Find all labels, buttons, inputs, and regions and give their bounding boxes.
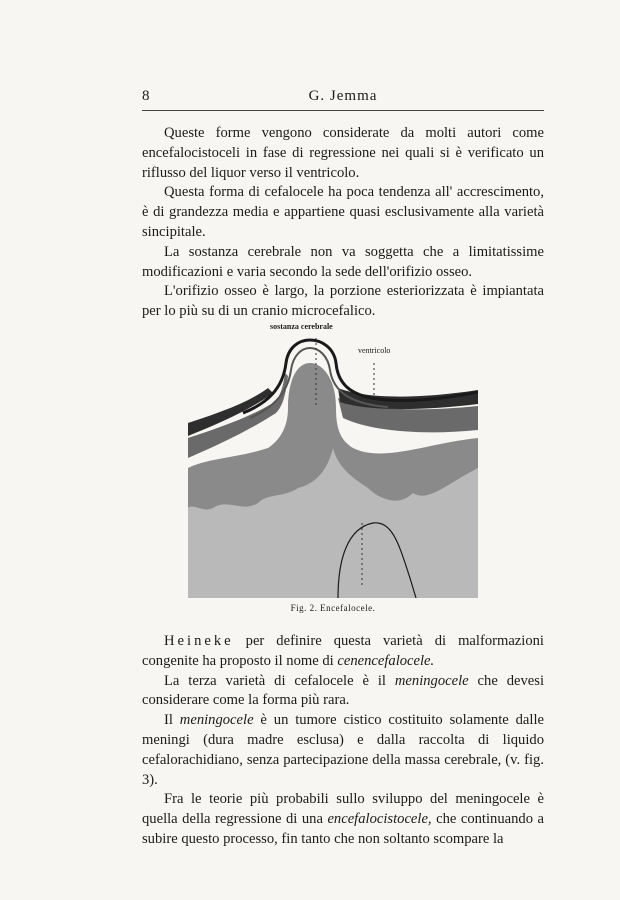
- paragraph: [142, 672, 544, 712]
- label-sostanza-cerebrale: sostanza cerebrale: [270, 322, 333, 331]
- text-block-top: [142, 124, 544, 322]
- paragraph: [142, 711, 544, 790]
- paragraph: [142, 790, 544, 849]
- paragraph: Queste forme vengono considerate da molti autori come encefalocistoceli in fase di regressione nei quali si è verificato un riflusso del liquor verso il ventricolo.: [142, 125, 544, 181]
- paragraph-text: Fra le teorie più probabili sullo sviluppo del meningocele è quella della regressione di una: [142, 791, 544, 828]
- term: meningocele: [179, 712, 254, 729]
- paragraph: L'orifizio osseo è largo, la porzione esteriorizzata è impiantata per lo più su di un cranio microcefalico.: [142, 283, 544, 320]
- running-head: G. Jemma: [308, 88, 378, 104]
- paragraph-text: che devesi considerare come la forma più rara.: [142, 672, 544, 709]
- paragraph-text: Il: [164, 712, 180, 729]
- term: meningocele: [394, 672, 469, 689]
- term: encefalocistocele,: [327, 811, 432, 828]
- paragraph: [142, 632, 544, 672]
- author-name: Heineke: [164, 633, 234, 649]
- page-header: [142, 88, 544, 110]
- text-block-bottom: [142, 632, 544, 850]
- label-ventricolo: ventricolo: [358, 346, 391, 355]
- term: cenencefalocele.: [337, 652, 435, 669]
- header-rule: [142, 110, 544, 111]
- encefalocele-illustration: [188, 318, 478, 598]
- figure-caption: Fig. 2. Encefalocele.: [290, 603, 376, 613]
- paragraph: Questa forma di cefalocele ha poca tendenza all' accrescimento, è di grandezza media e appartiene quasi esclusivamente alla varietà sincipitale.: [142, 184, 544, 240]
- figure-encefalocele: [188, 318, 478, 618]
- paragraph-text: che continuando a subire questo processo, fin tanto che non soltanto scompare la: [142, 811, 544, 847]
- paragraph-text: è un tumore cistico costituito solamente dalle meningi (dura madre esclusa) e dalla raccolta di liquido cefalorachidiano, senza partecipazione della massa cerebrale, (v. fig. 3).: [142, 712, 544, 788]
- page-number: 8: [142, 88, 150, 104]
- paragraph: La sostanza cerebrale non va soggetta che a limitatissime modificazioni e varia secondo la sede dell'orifizio osseo.: [142, 243, 544, 280]
- paragraph-text: La terza varietà di cefalocele è il: [164, 672, 395, 689]
- paragraph-text: per definire questa varietà di malformazioni congenite ha proposto il nome di: [142, 633, 544, 669]
